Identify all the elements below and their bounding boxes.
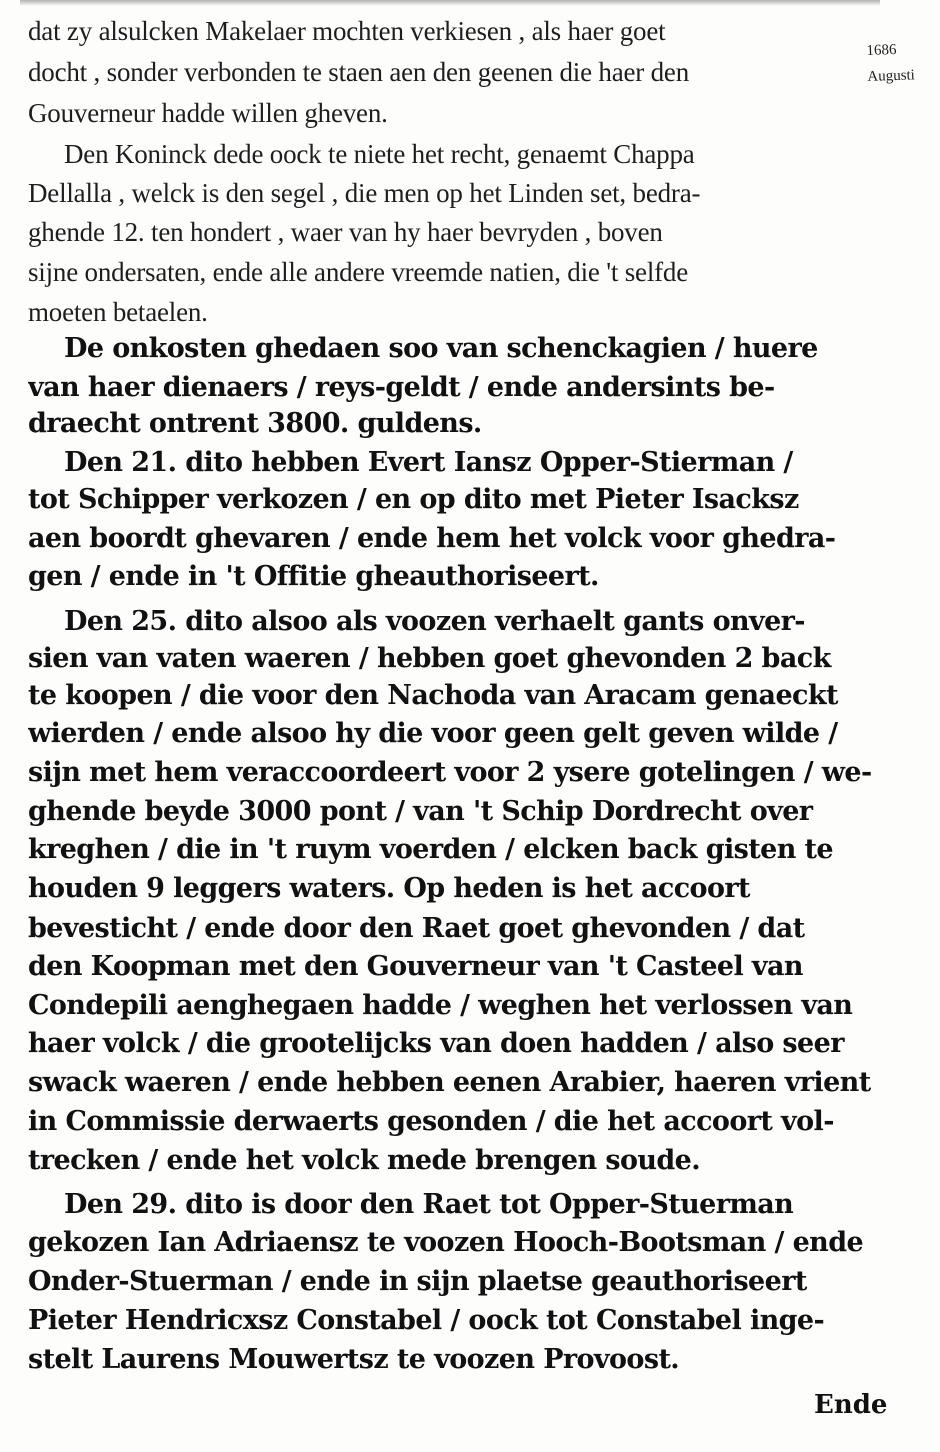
page-top-edge [20,0,880,6]
text-line: Onder-Stuerman / ende in sijn plaetse geauthoriseert [28,1266,807,1297]
text-line: Condepili aenghegaen hadde / weghen het verlossen van [28,990,853,1021]
margin-note-month: Augusti [867,67,916,85]
text-line: ghende beyde 3000 pont / van 't Schip Dordrecht over [28,796,813,827]
margin-note [866,36,938,90]
text-line: kreghen / die in 't ruym voerden / elcken back gisten te [28,834,833,865]
catchword: Ende [814,1390,888,1420]
text-line: Den 25. dito alsoo als voozen verhaelt gants onver- [64,606,805,637]
text-line: swack waeren / ende hebben eenen Arabier, haeren vrient [28,1067,871,1098]
text-line: haer volck / die grootelijcks van doen hadden / also seer [28,1028,844,1059]
text-line: stelt Laurens Mouwertsz te voozen Provoost. [28,1344,680,1375]
text-line: sien van vaten waeren / hebben goet ghevonden 2 back [28,643,831,674]
text-line: sijne ondersaten, ende alle andere vreemde natien, die 't selfde [28,257,689,287]
text-line: Gouverneur hadde willen gheven. [28,98,388,128]
text-line: wierden / ende alsoo hy die voor geen gelt geven wilde / [28,718,838,749]
text-line: gekozen Ian Adriaensz te voozen Hooch-Bootsman / ende [28,1227,864,1258]
text-line: den Koopman met den Gouverneur van 't Casteel van [28,951,803,982]
text-line: sijn met hem veraccoordeert voor 2 ysere gotelingen / we- [28,757,872,788]
text-line: trecken / ende het volck mede brengen soude. [28,1145,701,1176]
text-line: Pieter Hendricxsz Constabel / oock tot Constabel inge- [28,1305,825,1336]
text-line: Den 21. dito hebben Evert Iansz Opper-Stierman / [64,447,793,478]
text-line: Den 29. dito is door den Raet tot Opper-Stuerman [64,1189,794,1220]
text-line: bevesticht / ende door den Raet goet ghevonden / dat [28,913,805,944]
text-line: van haer dienaers / reys-geldt / ende andersints be- [28,372,775,403]
text-line: aen boordt ghevaren / ende hem het volck voor ghedra- [28,523,836,554]
text-line: moeten betaelen. [28,297,208,327]
text-line: De onkosten ghedaen soo van schenckagien / huere [64,333,818,364]
text-line: gen / ende in 't Offitie gheauthoriseert. [28,561,599,592]
text-line: tot Schipper verkozen / en op dito met Pieter Isacksz [28,484,799,515]
text-line: draecht ontrent 3800. guldens. [28,408,482,439]
text-line: Den Koninck dede oock te niete het recht, genaemt Chappa [64,139,695,169]
text-line: houden 9 leggers waters. Op heden is het accoort [28,873,750,904]
text-line: Dellalla , welck is den segel , die men op het Linden set, bedra- [28,178,701,208]
margin-note-year: 1686 [866,41,897,59]
text-line: dat zy alsulcken Makelaer mochten verkiesen , als haer goet [28,16,666,46]
text-line: te koopen / die voor den Nachoda van Aracam genaeckt [28,680,838,711]
text-line: in Commissie derwaerts gesonden / die het accoort vol- [28,1106,834,1137]
text-line: ghende 12. ten hondert , waer van hy haer bevryden , boven [28,217,663,247]
text-line: docht , sonder verbonden te staen aen den geenen die haer den [28,57,690,87]
